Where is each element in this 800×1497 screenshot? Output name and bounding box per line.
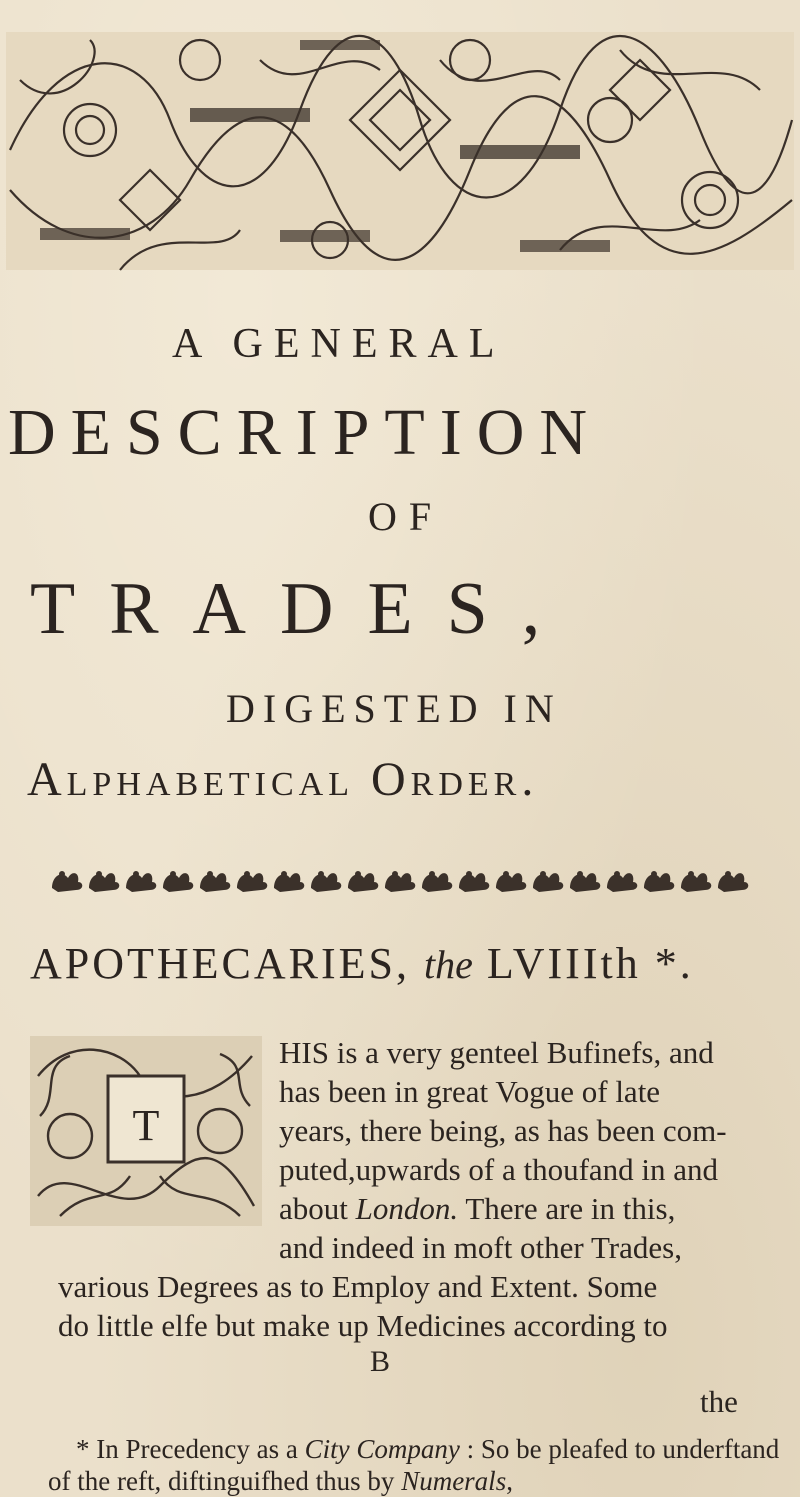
heading-the: the	[424, 942, 473, 987]
footnote-line-1	[76, 1434, 779, 1465]
signature-mark: B	[370, 1345, 391, 1378]
body-line-1: HIS is a very genteel Bufinefs, and	[279, 1035, 714, 1070]
body-line-4: puted,upwards of a thoufand in and	[279, 1152, 719, 1187]
footnote-line-1-italic: City Company	[304, 1434, 460, 1464]
title-a-general: A GENERAL	[172, 321, 506, 367]
body-line-2: has been in great Vogue of late	[279, 1074, 661, 1109]
heading-numeral: LVIIIth	[486, 939, 641, 988]
initial-letter: T	[132, 1101, 160, 1150]
footnote-line-2-end: ,	[506, 1466, 513, 1496]
footnote-line-1-end: : So be pleafed to underftand	[459, 1434, 780, 1464]
section-heading-apothecaries	[30, 938, 790, 989]
body-line-5-italic: London.	[355, 1191, 459, 1226]
body-line-3: years, there being, as has been com-	[279, 1113, 727, 1148]
footnote-line-1-start: * In Precedency as a	[76, 1434, 305, 1464]
decorated-initial	[30, 1036, 262, 1226]
body-line-6: and indeed in moft other Trades,	[279, 1230, 682, 1265]
catchword: the	[700, 1384, 738, 1419]
body-line-5-end: There are in this,	[458, 1191, 676, 1226]
body-line-5-start: about	[279, 1191, 356, 1226]
heading-footnote-mark: *.	[654, 939, 694, 988]
title-trades: TRADES,	[30, 568, 575, 650]
fleuron-rule	[48, 862, 754, 902]
footnote-line-2-italic: Numerals	[401, 1466, 507, 1496]
ornamental-headpiece	[0, 0, 800, 290]
footnote-line-2	[48, 1466, 513, 1497]
body-line-7: various Degrees as to Employ and Extent. Some	[58, 1269, 658, 1304]
body-line-8: do little elfe but make up Medicines according to	[58, 1308, 668, 1343]
title-alphabetical-order: Alphabetical Order.	[27, 753, 539, 806]
body-line-5	[279, 1191, 675, 1227]
footnote-line-2-start: of the reft, diftinguifhed thus by	[48, 1466, 402, 1496]
title-description: DESCRIPTION	[8, 396, 603, 469]
heading-main: APOTHECARIES,	[30, 939, 411, 988]
title-of: OF	[368, 494, 444, 539]
title-digested-in: DIGESTED IN	[226, 686, 562, 731]
